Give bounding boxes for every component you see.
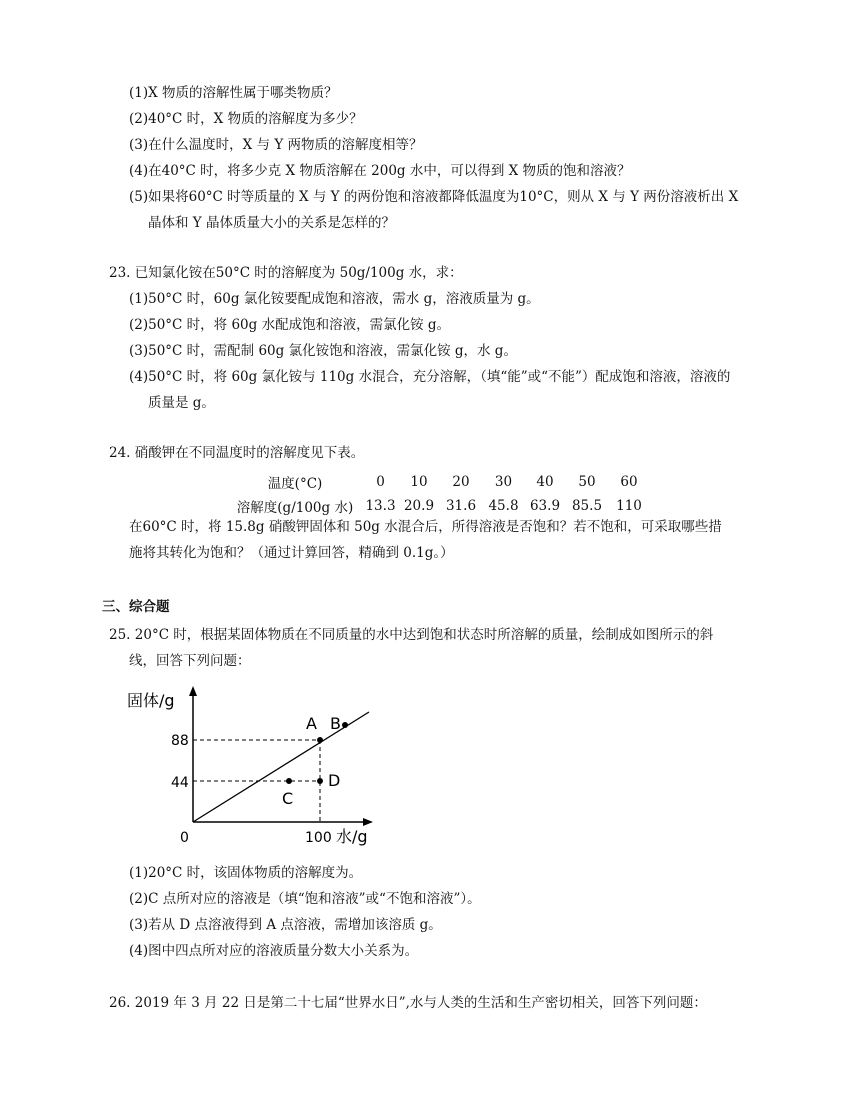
table-cell: 10 (410, 474, 428, 490)
q25-part-2: (2)C 点所对应的溶液是（填“饱和溶液”或“不饱和溶液”）。 (129, 891, 481, 907)
table-cell: 40 (536, 474, 554, 490)
q25-part-3: (3)若从 D 点溶液得到 A 点溶液，需增加该溶质 g。 (129, 917, 442, 933)
table-cell: 0 (376, 474, 385, 490)
table-cell: 20.9 (403, 498, 435, 514)
q24-stem: 24. 硝酸钾在不同温度时的溶解度见下表。 (109, 445, 365, 461)
solubility-table (228, 470, 650, 518)
label-D: D (328, 771, 341, 790)
table-cell: 45.8 (488, 498, 519, 514)
q22-part-5: (5)如果将60°C 时等质量的 X 与 Y 的两份饱和溶液都降低温度为10°C，则从 X 与 Y 两份溶液析出 X (129, 189, 739, 205)
table-row-solubility (228, 494, 650, 518)
x-axis-label: 水/g (336, 827, 368, 846)
x-axis-arrow (363, 818, 373, 826)
q23-part-2: (2)50°C 时，将 60g 水配成饱和溶液，需氯化铵 g。 (129, 317, 451, 333)
q24-body-line-2: 施将其转化为饱和？（通过计算回答，精确到 0.1g。） (129, 545, 454, 561)
y-tick-88: 88 (171, 733, 189, 749)
solubility-graph (125, 684, 385, 852)
table-cell: 30 (494, 474, 513, 490)
y-axis-arrow (189, 686, 197, 696)
q23-stem: 23. 已知氯化铵在50°C 时的溶解度为 50g/100g 水，求： (109, 265, 463, 281)
point-D (317, 778, 323, 784)
origin-label: 0 (180, 830, 189, 846)
label-B: B (330, 714, 341, 733)
y-axis-label: 固体/g (127, 691, 175, 710)
table-cell: 50 (578, 474, 596, 490)
q25-part-4: (4)图中四点所对应的溶液质量分数大小关系为。 (129, 943, 419, 959)
point-B (342, 722, 348, 728)
q22-part-2: (2)40°C 时，X 物质的溶解度为多少？ (129, 111, 363, 127)
table-cell: 110 (616, 498, 642, 514)
table-cell: 85.5 (571, 498, 603, 514)
q23-part-4-cont: 质量是 g。 (148, 395, 215, 411)
point-C (286, 778, 292, 784)
table-cell: 63.9 (529, 498, 561, 514)
table-header-temperature: 温度(°C) (267, 476, 323, 492)
table-cell: 60 (620, 474, 638, 490)
q24-body-line-1: 在60°C 时，将 15.8g 硝酸钾固体和 50g 水混合后，所得溶液是否饱和？若不饱和，可采取哪些措 (129, 519, 722, 535)
q25-stem-line-1: 25. 20°C 时，根据某固体物质在不同质量的水中达到饱和状态时所溶解的质量，绘制成如图所示的斜 (109, 627, 714, 643)
table-cell: 20 (452, 474, 470, 490)
q22-part-1: (1)X 物质的溶解性属于哪类物质？ (129, 85, 338, 101)
q23-part-1: (1)50°C 时，60g 氯化铵要配成饱和溶液，需水 g，溶液质量为 g。 (129, 291, 540, 307)
table-row-temperature (228, 470, 650, 494)
table-header-solubility: 溶解度(g/100g 水) (236, 500, 354, 516)
q23-part-3: (3)50°C 时，需配制 60g 氯化铵饱和溶液，需氯化铵 g，水 g。 (129, 343, 517, 359)
q26-stem: 26. 2019 年 3 月 22 日是第二十七届“世界水日”,水与人类的生活和生产密切相关，回答下列问题： (109, 995, 707, 1011)
q22-part-3: (3)在什么温度时，X 与 Y 两物质的溶解度相等？ (129, 137, 423, 153)
point-A (317, 737, 323, 743)
table-cell: 13.3 (365, 498, 396, 514)
saturation-line (193, 712, 369, 822)
y-tick-44: 44 (171, 775, 189, 791)
table-cell: 31.6 (445, 498, 477, 514)
label-C: C (282, 789, 294, 808)
q23-part-4: (4)50°C 时，将 60g 氯化铵与 110g 水混合，充分溶解，（填“能”或“不能”）配成饱和溶液，溶液的 (129, 369, 731, 385)
q22-part-5-cont: 晶体和 Y 晶体质量大小的关系是怎样的？ (148, 215, 395, 231)
q25-stem-line-2: 线，回答下列问题： (129, 653, 251, 669)
x-tick-100: 100 (305, 830, 332, 846)
q22-part-4: (4)在40°C 时，将多少克 X 物质溶解在 200g 水中，可以得到 X 物质的饱和溶液？ (129, 163, 631, 179)
section-title: 三、综合题 (102, 599, 170, 615)
label-A: A (306, 714, 317, 733)
q25-part-1: (1)20°C 时，该固体物质的溶解度为。 (129, 865, 363, 881)
